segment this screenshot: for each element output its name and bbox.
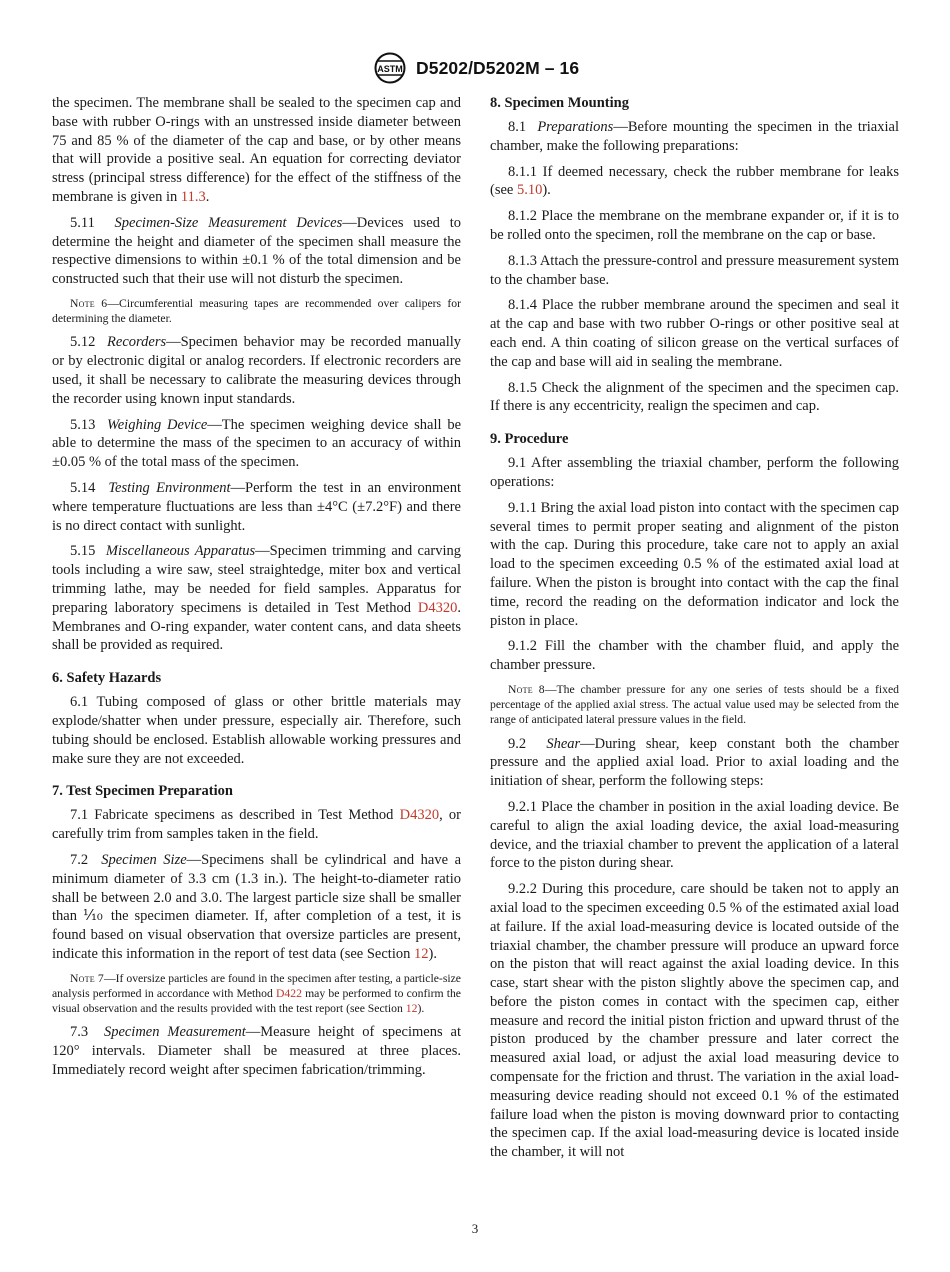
heading-7-test-specimen-preparation: 7. Test Specimen Preparation — [52, 783, 233, 800]
section-8-1-3: 8.1.3 Attach the pressure-control and pressure measurement system to the chamber base. — [490, 252, 899, 288]
section-9-1-1: 9.1.1 Bring the axial load piston into contact with the specimen cap several times to permit proper seating and alignment of the piston with the cap. During this procedure, take care not to apply an axial load to the specimen exceeding 0.5 % of the estimated axial load at failure. When the piston is brought into contact with the cap the final time, record the reading on the deformation indicator and lock the piston in place. — [490, 499, 900, 629]
link-11-3[interactable]: 11.3 — [180, 188, 206, 205]
note-8: Note 8—The chamber pressure for any one series of tests should be a fixed percentage of the applied axial stress. The actual value used may be selected from the range of anticipated lateral pressure values in the field. — [490, 682, 899, 727]
section-5-13: 5.13 Weighing Device—The specimen weighing device shall be able to determine the mass of the specimen to an accuracy of within ±0.05 % of the total mass of the specimen. — [52, 416, 462, 471]
section-8-1-1: 8.1.1 If deemed necessary, check the rubber membrane for leaks (see 5.10). — [490, 163, 899, 199]
section-5-15: 5.15 Miscellaneous Apparatus—Specimen trimming and carving tools including a wire saw, steel straightedge, miter box and vertical trimming lathe, may be needed for field samples. Apparatus for preparing laboratory specimens is detailed in Test Method D4320. Membranes and O-ring expander, water content cans, and data sheets shall be provided as required. — [52, 543, 462, 654]
link-section-12-2[interactable]: 12 — [405, 1002, 418, 1016]
note-6: Note 6—Circumferential measuring tapes are recommended over calipers for determining the diameter. — [52, 296, 461, 326]
section-5-11: 5.11 Specimen-Size Measurement Devices—Devices used to determine the height and diameter of the specimen shall measure the respective dimensions to within ±0.1 % of the total dimension and be constructed such that their use will not disturb the specimen. — [52, 214, 462, 288]
heading-9-procedure: 9. Procedure — [490, 431, 569, 448]
section-6-1: 6.1 Tubing composed of glass or other brittle materials may explode/shatter when under pressure, especially air. Therefore, such tubing should be enclosed. Establish allowable working pressures and make sure they are not exceeded. — [52, 694, 461, 767]
section-9-2-1: 9.2.1 Place the chamber in position in the axial loading device. Be careful to align the axial loading device, the axial load-measuring device, and the triaxial chamber to prevent the application of a lateral force to the piston during shear. — [490, 798, 899, 872]
link-5-10[interactable]: 5.10 — [516, 182, 543, 199]
svg-text:ASTM: ASTM — [377, 64, 403, 74]
left-column — [52, 94, 461, 1087]
section-8-1-4: 8.1.4 Place the rubber membrane around the specimen and seal it at the cap and base with two rubber O-rings or other positive seal at each end. A thin coating of silicon grease on the vertical surfaces of the cap and base will aid in sealing the membrane. — [490, 297, 899, 370]
section-7-3: 7.3 Specimen Measurement—Measure height of specimens at 120° intervals. Diameter shall be measured at three places. Immediately record weight after specimen fabrication/trimming. — [52, 1024, 461, 1078]
page-header — [0, 52, 950, 86]
heading-6-safety-hazards: 6. Safety Hazards — [52, 670, 162, 687]
section-8-1-2: 8.1.2 Place the membrane on the membrane expander or, if it is to be rolled onto the specimen, roll the membrane on the cap or base. — [490, 208, 899, 243]
link-d4320-2[interactable]: D4320 — [399, 807, 440, 824]
standard-designation: D5202/D5202M – 16 — [416, 58, 580, 78]
astm-logo-icon — [372, 52, 408, 84]
link-d4320[interactable]: D4320 — [417, 599, 458, 616]
section-5-12: 5.12 Recorders—Specimen behavior may be recorded manually or by electronic digital or analog recorders. If electronic recorders are used, it shall be necessary to calibrate the measuring devices through the recorder using known input standards. — [52, 334, 462, 407]
paragraph-5-10-cont: the specimen. The membrane shall be sealed to the specimen cap and base with rubber O-rings with an unstressed inside diameter between 75 and 85 % of the diameter of the cap and base, or by other means that will provide a positive seal. An equation for correcting deviator stress (principal stress difference) for the effect of the stiffness of the membrane is given in 11.3. — [52, 95, 461, 205]
section-9-2-2: 9.2.2 During this procedure, care should be taken not to apply an axial load to the specimen exceeding 0.5 % of the estimated axial load at failure. If the axial load-measuring device is located outside of the triaxial chamber, the chamber pressure will produce an upward force on the piston that will react against the axial loading device. In this case, start shear with the piston slightly above the specimen cap, and before the piston comes in contact with the specimen cap, either measure and record the initial piston friction and upward thrust of the piston produced by the chamber pressure and later correct the measured axial load, or adjust the axial load measuring device to compensate for the friction and thrust. The variation in the axial load-measuring device reading should not exceed 0.1 % of the estimated failure load when the piston is moving downward prior to contacting the specimen cap. If the axial load-measuring device is located inside the chamber, it will not — [490, 881, 899, 1161]
section-9-1-2: 9.1.2 Fill the chamber with the chamber fluid, and apply the chamber pressure. — [490, 638, 899, 674]
right-column — [490, 94, 899, 1169]
section-9-1: 9.1 After assembling the triaxial chamber, perform the following operations: — [490, 455, 899, 490]
section-8-1: 8.1 Preparations—Before mounting the specimen in the triaxial chamber, make the following preparations: — [490, 119, 899, 154]
section-9-2: 9.2 Shear—During shear, keep constant both the chamber pressure and the applied axial load. Prior to axial loading and the initiation of shear, perform the following steps: — [490, 735, 900, 790]
section-7-2: 7.2 Specimen Size—Specimens shall be cylindrical and have a minimum diameter of 3.3 cm (1.3 in.). The height-to-diameter ratio shall be between 2.0 and 3.0. The largest particle size shall be smaller than ⅒ the specimen diameter. If, after completion of a test, it is found based on visual observation that oversize particles are present, indicate this information in the report of test data (see Section 12). — [52, 851, 462, 962]
section-7-1: 7.1 Fabricate specimens as described in Test Method D4320, or carefully trim from samples taken in the field. — [52, 807, 461, 843]
section-8-1-5: 8.1.5 Check the alignment of the specimen and the specimen cap. If there is any eccentricity, realign the specimen and cap. — [490, 379, 899, 415]
note-7: Note 7—If oversize particles are found in the specimen after testing, a particle-size analysis performed in accordance with Method D422 may be performed to confirm the visual observation and the results provided with the test report (see Section 12). — [52, 971, 461, 1016]
page-number: 3 — [471, 1221, 479, 1236]
link-d422[interactable]: D422 — [275, 986, 302, 1000]
link-section-12[interactable]: 12 — [414, 945, 429, 962]
section-5-14: 5.14 Testing Environment—Perform the test in an environment where temperature fluctuations are less than ±4°C (±7.2°F) and there is no direct contact with sunlight. — [52, 479, 461, 534]
heading-8-specimen-mounting: 8. Specimen Mounting — [490, 95, 629, 111]
